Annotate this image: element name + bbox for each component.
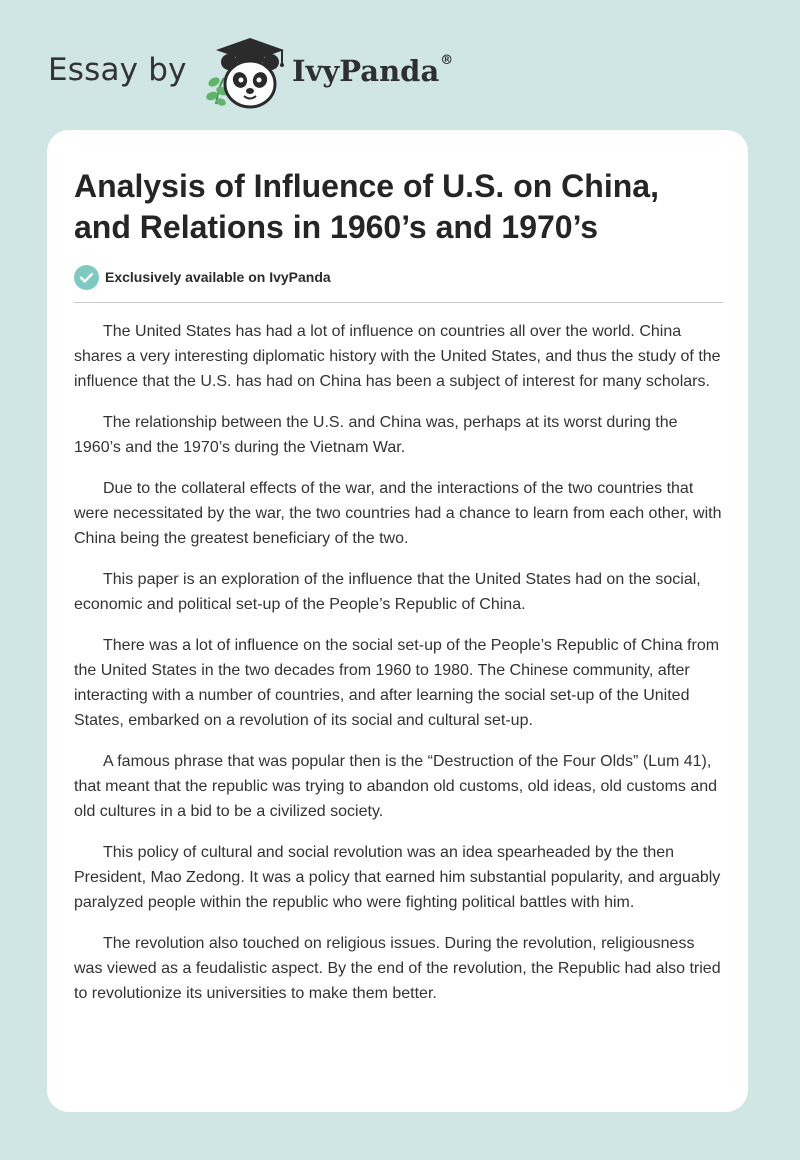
badge-label: Exclusively available on IvyPanda: [105, 269, 331, 285]
page-title: Analysis of Influence of U.S. on China, and Relations in 1960’s and 1970’s: [74, 168, 659, 245]
essay-body: [74, 319, 724, 1022]
site-header: [48, 34, 548, 110]
paragraph: The United States has had a lot of influence on countries all over the world. China shares a very interesting diplomatic history with the United States, and thus the study of the influence that the U.S. has had on China has been a subject of interest for many scholars.: [74, 323, 721, 390]
paragraph: Due to the collateral effects of the war, and the interactions of the two countries that were necessitated by the war, the two countries had a chance to learn from each other, with China being the greatest beneficiary of the two.: [74, 480, 722, 547]
essay-by-label: Essay by: [48, 52, 187, 88]
brand-name-text: IvyPanda: [292, 54, 440, 88]
paragraph: This policy of cultural and social revolution was an idea spearheaded by the then President, Mao Zedong. It was a policy that earned him substantial popularity, and arguably paralyzed people within the republic who were fighting political battles with him.: [74, 844, 721, 911]
exclusive-badge: [74, 264, 331, 290]
paragraph: A famous phrase that was popular then is the “Destruction of the Four Olds” (Lum 41), that meant that the republic was trying to abandon old customs, old ideas, old customs and old cultures in a bid to be a civilized society.: [74, 753, 718, 820]
brand-name[interactable]: [292, 54, 453, 88]
paragraph: This paper is an exploration of the influence that the United States had on the social, economic and political set-up of the People’s Republic of China.: [74, 571, 701, 613]
divider: [74, 302, 723, 303]
paragraph: The revolution also touched on religious issues. During the revolution, religiousness was viewed as a feudalistic aspect. By the end of the revolution, the Republic had also tried to revolutionize its universities to make them better.: [74, 935, 721, 1002]
panda-logo-icon[interactable]: [202, 34, 290, 110]
paragraph: There was a lot of influence on the social set-up of the People’s Republic of China from the United States in the two decades from 1960 to 1980. The Chinese community, after interacting with a number of countries, and after learning the social set-up of the United States, embarked on a revolution of its social and cultural set-up.: [74, 637, 720, 729]
check-circle-icon: [74, 265, 99, 290]
trademark-symbol: ®: [440, 53, 454, 69]
essay-card: [47, 130, 748, 1112]
paragraph: The relationship between the U.S. and China was, perhaps at its worst during the 1960’s and the 1970’s during the Vietnam War.: [74, 414, 678, 456]
